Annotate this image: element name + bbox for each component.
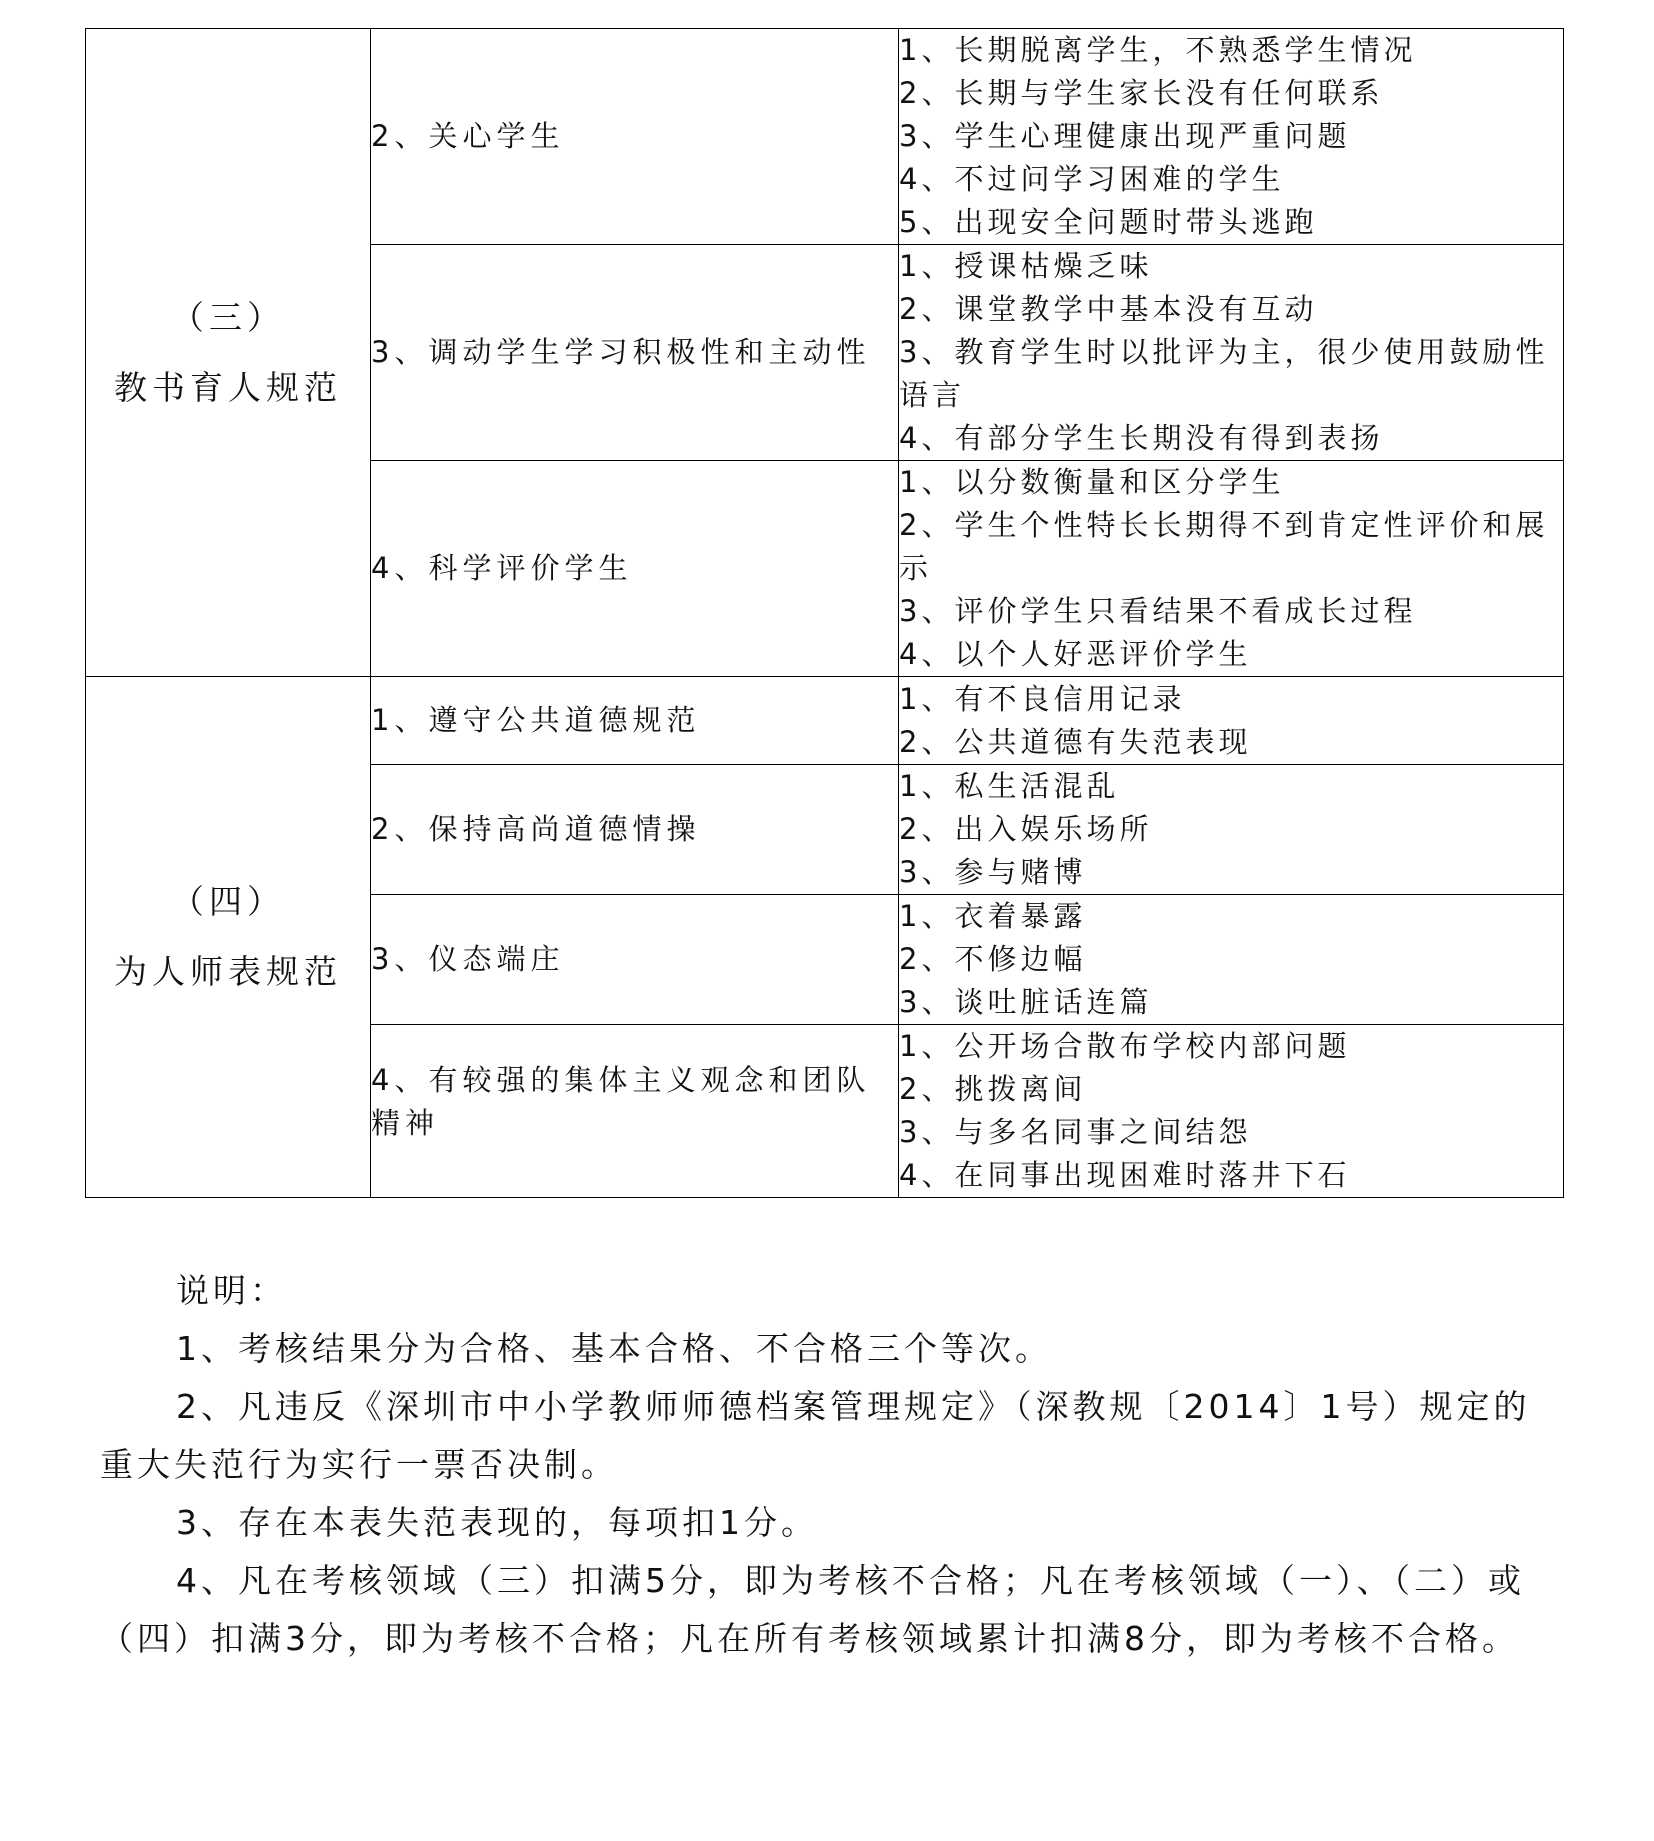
behavior-line: 1、衣着暴露 [899, 899, 1087, 933]
behavior-line: 2、长期与学生家长没有任何联系 [899, 76, 1384, 110]
behavior-line: 2、学生个性特长长期得不到肯定性评价和展示 [899, 508, 1549, 585]
behavior-line: 2、出入娱乐场所 [899, 812, 1153, 846]
behavior-line: 5、出现安全问题时带头逃跑 [899, 205, 1318, 239]
table-row [86, 29, 1564, 245]
notes-section [100, 1262, 1550, 1668]
behaviors-cell [899, 461, 1564, 677]
behaviors-cell [899, 1025, 1564, 1198]
behaviors-cell [899, 29, 1564, 245]
note-paragraph: 2、凡违反《深圳市中小学教师师德档案管理规定》（深教规〔2014〕1号）规定的重大失范行为实行一票否决制。 [100, 1387, 1531, 1484]
domain-code: （四） [171, 882, 285, 921]
domain-code: （三） [171, 297, 285, 337]
item-cell: 4、有较强的集体主义观念和团队精神 [371, 1025, 899, 1198]
item-cell: 2、保持高尚道德情操 [371, 765, 899, 895]
behavior-line: 2、不修边幅 [899, 942, 1087, 976]
behavior-line: 3、评价学生只看结果不看成长过程 [899, 594, 1417, 628]
item-cell: 3、仪态端庄 [371, 895, 899, 1025]
behaviors-cell [899, 245, 1564, 461]
behavior-line: 3、与多名同事之间结怨 [899, 1115, 1252, 1149]
behavior-line: 4、在同事出现困难时落井下石 [899, 1158, 1351, 1192]
behavior-line: 1、有不良信用记录 [899, 681, 1186, 716]
domain-cell [86, 677, 371, 1198]
behavior-line: 4、不过问学习困难的学生 [899, 162, 1285, 196]
behavior-line: 4、以个人好恶评价学生 [899, 637, 1252, 671]
item-cell: 1、遵守公共道德规范 [371, 677, 899, 765]
behavior-line: 3、学生心理健康出现严重问题 [899, 119, 1351, 153]
behavior-line: 1、长期脱离学生，不熟悉学生情况 [899, 33, 1417, 67]
item-cell: 4、科学评价学生 [371, 461, 899, 677]
behavior-line: 3、教育学生时以批评为主，很少使用鼓励性语言 [899, 335, 1549, 412]
item-cell: 3、调动学生学习积极性和主动性 [371, 245, 899, 461]
behavior-line: 2、公共道德有失范表现 [899, 724, 1252, 759]
behavior-line: 1、授课枯燥乏味 [899, 249, 1153, 283]
behavior-line: 2、课堂教学中基本没有互动 [899, 292, 1318, 326]
teacher-ethics-table [85, 28, 1564, 1198]
behavior-line: 3、谈吐脏话连篇 [899, 985, 1153, 1019]
domain-title: 教书育人规范 [114, 367, 342, 407]
behavior-line: 4、有部分学生长期没有得到表扬 [899, 421, 1384, 455]
behaviors-cell [899, 895, 1564, 1025]
behavior-line: 1、以分数衡量和区分学生 [899, 465, 1285, 499]
behavior-line: 1、私生活混乱 [899, 769, 1120, 803]
note-paragraph: 1、考核结果分为合格、基本合格、不合格三个等次。 [176, 1329, 1052, 1368]
notes-heading: 说明： [176, 1271, 287, 1310]
table-row [86, 677, 1564, 765]
behaviors-cell [899, 677, 1564, 765]
behavior-line: 2、挑拨离间 [899, 1072, 1087, 1106]
domain-cell [86, 29, 371, 677]
behaviors-cell [899, 765, 1564, 895]
domain-title: 为人师表规范 [114, 952, 342, 991]
note-paragraph: 4、凡在考核领域（三）扣满5分，即为考核不合格；凡在考核领域（一）、（二）或（四）扣满3分，即为考核不合格；凡在所有考核领域累计扣满8分，即为考核不合格。 [100, 1561, 1525, 1658]
item-cell: 2、关心学生 [371, 29, 899, 245]
behavior-line: 1、公开场合散布学校内部问题 [899, 1029, 1351, 1063]
behavior-line: 3、参与赌博 [899, 855, 1087, 889]
note-paragraph: 3、存在本表失范表现的，每项扣1分。 [176, 1503, 818, 1542]
